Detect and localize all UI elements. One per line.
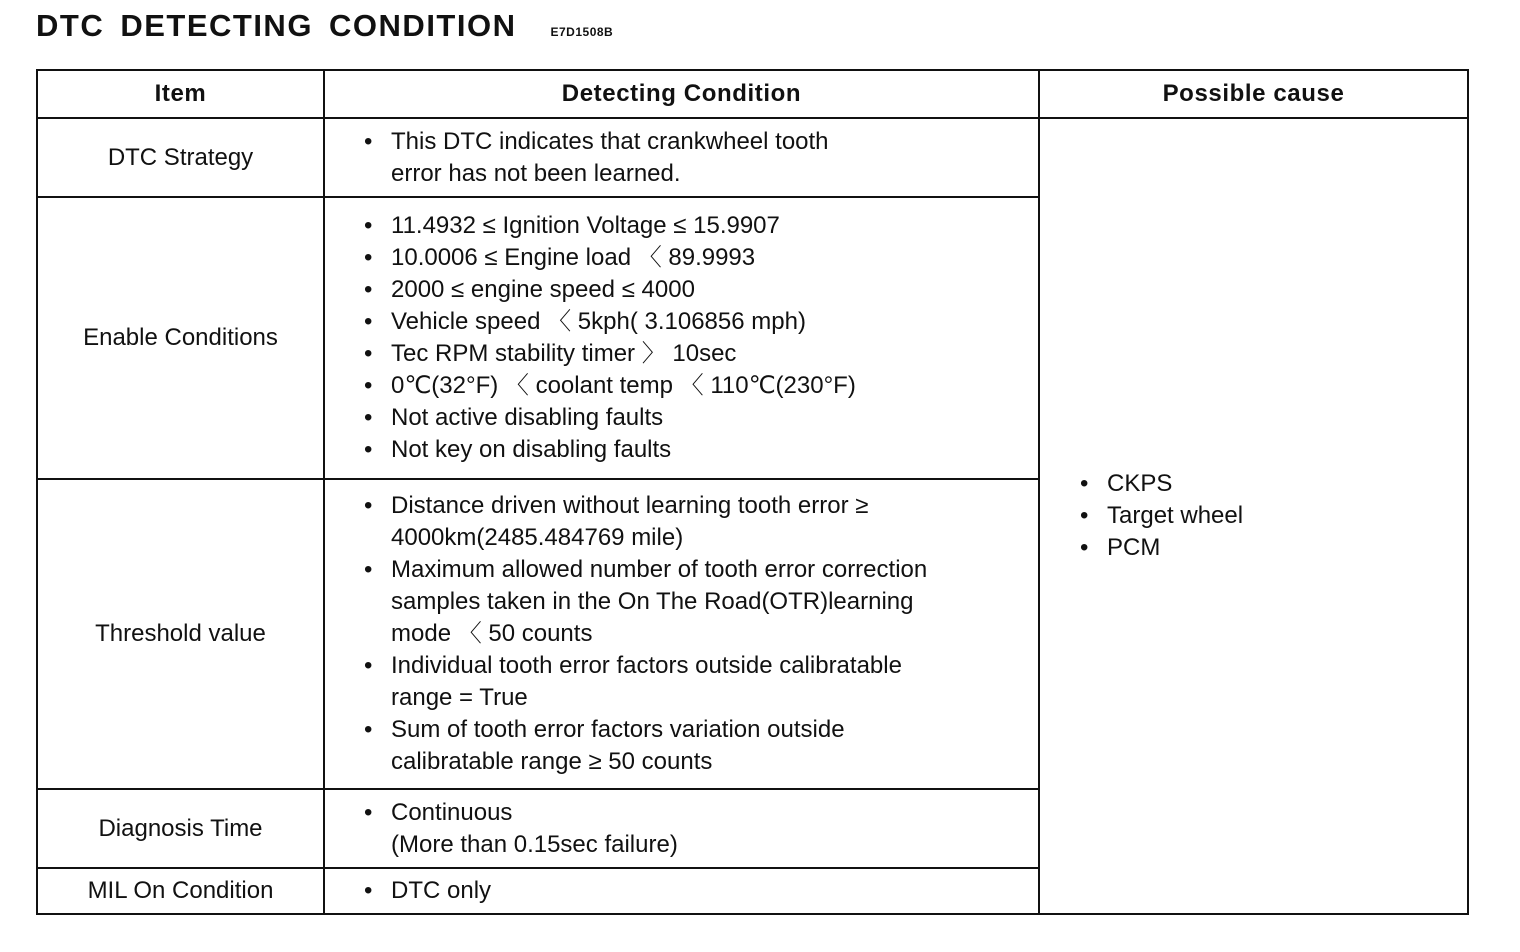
column-header-item: Item xyxy=(37,70,324,118)
condition-cell xyxy=(324,118,1039,197)
possible-cause-item: • PCM xyxy=(1080,532,1467,564)
possible-cause-item: • Target wheel xyxy=(1080,500,1467,532)
condition-item: • Not active disabling faults xyxy=(364,402,1038,434)
document-code: E7D1508B xyxy=(550,25,614,39)
condition-item: • 0℃(32°F) 〈 coolant temp 〈 110℃(230°F) xyxy=(364,370,1038,402)
condition-cell xyxy=(324,479,1039,789)
item-cell: Threshold value xyxy=(37,479,324,789)
condition-item: • Continuous (More than 0.15sec failure) xyxy=(364,797,1038,861)
condition-item: • Vehicle speed 〈 5kph( 3.106856 mph) xyxy=(364,306,1038,338)
condition-item: • Individual tooth error factors outside calibratable range = True xyxy=(364,650,1038,714)
item-cell: DTC Strategy xyxy=(37,118,324,197)
page-header xyxy=(36,8,613,44)
condition-list xyxy=(325,210,1038,466)
condition-cell xyxy=(324,197,1039,479)
condition-list xyxy=(325,797,1038,861)
condition-cell xyxy=(324,868,1039,914)
condition-item: • Sum of tooth error factors variation outside calibratable range ≥ 50 counts xyxy=(364,714,1038,778)
condition-list xyxy=(325,490,1038,778)
condition-cell xyxy=(324,789,1039,868)
table-header-row xyxy=(37,70,1468,118)
item-cell: Enable Conditions xyxy=(37,197,324,479)
dtc-condition-table xyxy=(36,69,1469,915)
condition-list xyxy=(325,875,1038,907)
table-row-dtc-strategy xyxy=(37,118,1468,197)
possible-cause-item: • CKPS xyxy=(1080,468,1467,500)
possible-cause-cell xyxy=(1039,118,1468,914)
condition-item: • Not key on disabling faults xyxy=(364,434,1038,466)
condition-item: • 2000 ≤ engine speed ≤ 4000 xyxy=(364,274,1038,306)
condition-list xyxy=(325,126,1038,190)
item-cell: Diagnosis Time xyxy=(37,789,324,868)
condition-item: • DTC only xyxy=(364,875,1038,907)
condition-item: • Distance driven without learning tooth error ≥ 4000km(2485.484769 mile) xyxy=(364,490,1038,554)
item-cell: MIL On Condition xyxy=(37,868,324,914)
condition-item: • 10.0006 ≤ Engine load 〈 89.9993 xyxy=(364,242,1038,274)
column-header-detecting-condition: Detecting Condition xyxy=(324,70,1039,118)
condition-item: • Maximum allowed number of tooth error correction samples taken in the On The Road(OTR)learning mode 〈 50 counts xyxy=(364,554,1038,650)
condition-item: • This DTC indicates that crankwheel tooth error has not been learned. xyxy=(364,126,1038,190)
possible-cause-list xyxy=(1040,468,1467,564)
condition-item: • Tec RPM stability timer 〉 10sec xyxy=(364,338,1038,370)
condition-item: • 11.4932 ≤ Ignition Voltage ≤ 15.9907 xyxy=(364,210,1038,242)
page-title: DTC DETECTING CONDITION xyxy=(36,8,517,43)
column-header-possible-cause: Possible cause xyxy=(1039,70,1468,118)
